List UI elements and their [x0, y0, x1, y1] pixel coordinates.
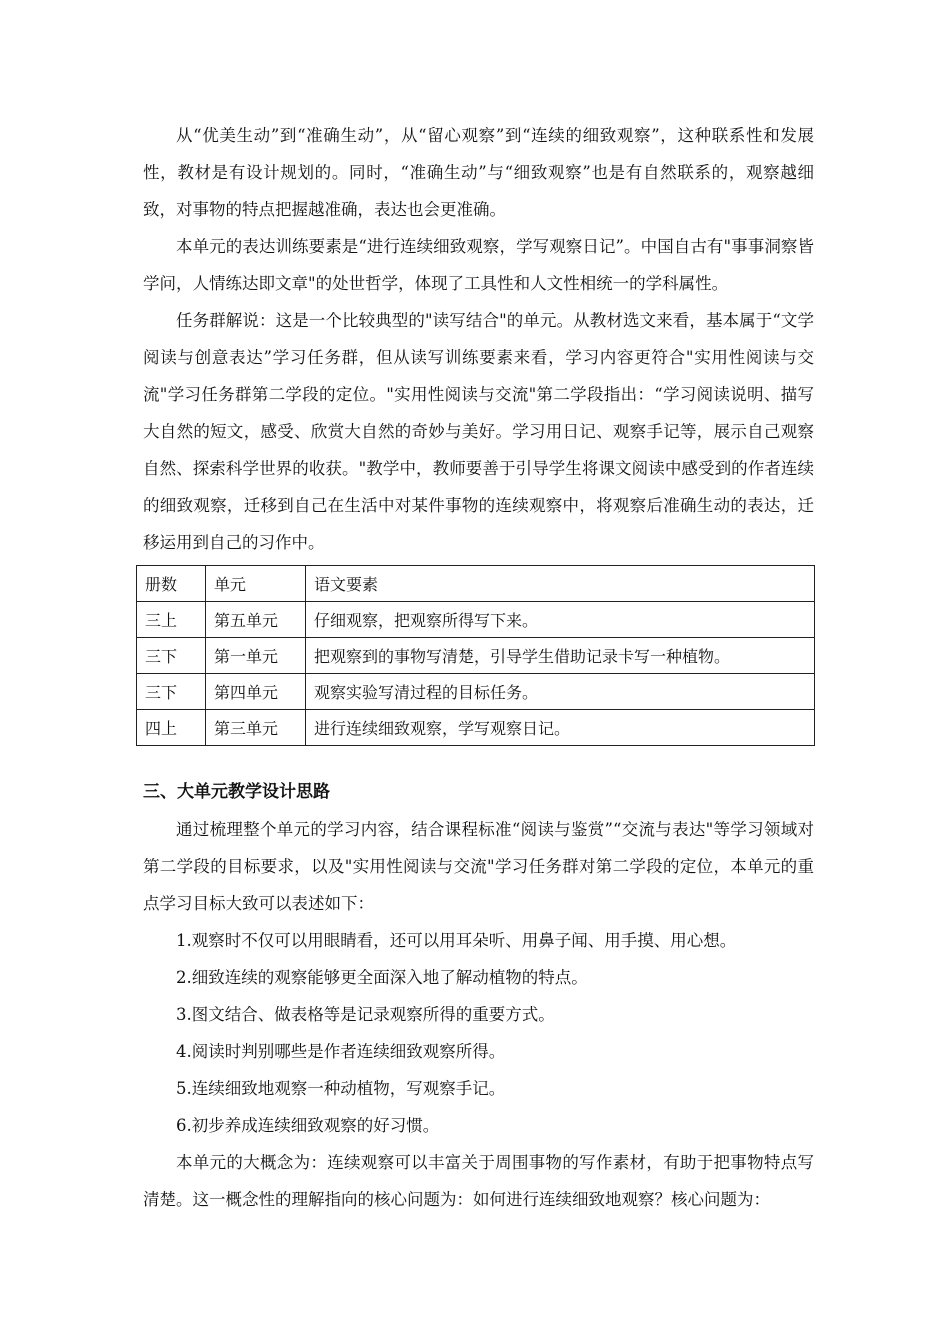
table-header-cell: 单元 [206, 566, 306, 602]
section-heading: 三、大单元教学设计思路 [143, 782, 330, 802]
table-cell: 四上 [137, 710, 206, 746]
table-header-row [137, 566, 815, 602]
list-item: 4.阅读时判别哪些是作者连续细致观察所得。 [176, 1042, 506, 1061]
table-row [137, 638, 815, 674]
list-item: 2.细致连续的观察能够更全面深入地了解动植物的特点。 [176, 968, 588, 987]
paragraph-task-group: 任务群解说：这是一个比较典型的"读写结合"的单元。从教材选文来看，基本属于“文学阅读与创意表达”学习任务群，但从读写训练要素来看，学习内容更符合"实用性阅读与交流"学习任务群第二学段的定位。"实用性阅读与交流"第二学段指出：“学习阅读说明、描写大自然的短文，感受、欣赏大自然的奇妙与美好。学习用日记、观察手记等，展示自己观察自然、探索科学世界的收获。"教学中，教师要善于引导学生将课文阅读中感受到的作者连续的细致观察，迁移到自己在生活中对某件事物的连续观察中，将观察后准确生动的表达，迁移运用到自己的习作中。 [143, 311, 814, 552]
list-item: 1.观察时不仅可以用眼睛看，还可以用耳朵听、用鼻子闻、用手摸、用心想。 [176, 931, 737, 950]
list-item: 5.连续细致地观察一种动植物，写观察手记。 [176, 1079, 506, 1098]
table-cell: 三下 [137, 674, 206, 710]
paragraph-expression-element: 本单元的表达训练要素是“进行连续细致观察，学写观察日记”。中国自古有"事事洞察皆学问，人情练达即文章"的处世哲学，体现了工具性和人文性相统一的学科属性。 [143, 237, 814, 293]
big-concept-paragraph: 本单元的大概念为：连续观察可以丰富关于周围事物的写作素材，有助于把事物特点写清楚。这一概念性的理解指向的核心问题为：如何进行连续细致地观察？核心问题为： [143, 1153, 814, 1209]
section-intro-paragraph: 通过梳理整个单元的学习内容，结合课程标准“阅读与鉴赏”“交流与表达"等学习领域对第二学段的目标要求，以及"实用性阅读与交流"学习任务群对第二学段的定位，本单元的重点学习目标大致可以表述如下： [143, 820, 814, 913]
table-header-cell: 语文要素 [306, 566, 815, 602]
learning-goals-list [143, 922, 814, 1144]
table-cell: 第三单元 [206, 710, 306, 746]
table-cell: 三上 [137, 602, 206, 638]
table-cell: 把观察到的事物写清楚，引导学生借助记录卡写一种植物。 [306, 638, 815, 674]
table-row [137, 674, 815, 710]
table-cell: 进行连续细致观察，学写观察日记。 [306, 710, 815, 746]
table-row [137, 602, 815, 638]
table-row [137, 710, 815, 746]
paragraph-observation-progression: 从“优美生动”到“准确生动”，从“留心观察”到“连续的细致观察”，这种联系性和发展性，教材是有设计规划的。同时，“准确生动”与“细致观察”也是有自然联系的，观察越细致，对事物的特点把握越准确，表达也会更准确。 [143, 126, 814, 219]
page-content [143, 117, 814, 1218]
language-elements-table [136, 565, 815, 746]
table-cell: 第四单元 [206, 674, 306, 710]
list-item: 3.图文结合、做表格等是记录观察所得的重要方式。 [176, 1005, 555, 1024]
table-header-cell: 册数 [137, 566, 206, 602]
table-cell: 第五单元 [206, 602, 306, 638]
table-cell: 三下 [137, 638, 206, 674]
table-cell: 观察实验写清过程的目标任务。 [306, 674, 815, 710]
list-item: 6.初步养成连续细致观察的好习惯。 [176, 1116, 440, 1135]
table-cell: 仔细观察，把观察所得写下来。 [306, 602, 815, 638]
table-cell: 第一单元 [206, 638, 306, 674]
